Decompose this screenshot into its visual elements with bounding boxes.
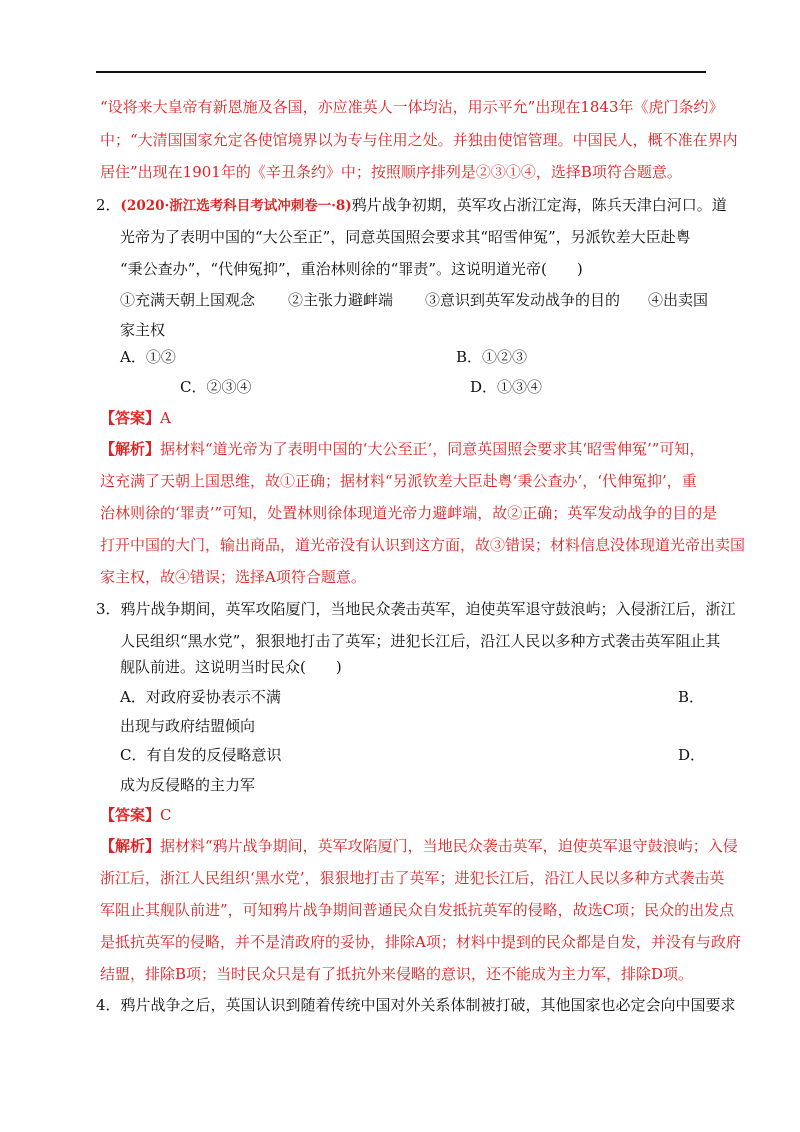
q2-option-a: A．①②: [120, 348, 176, 366]
q3-number: 3．: [96, 600, 121, 618]
q3-option-d: 成为反侵略的主力军: [120, 776, 256, 794]
q2-analysis-line-5: 家主权，故④错误；选择A项符合题意。: [100, 568, 366, 586]
q3-option-d-label: D．: [678, 746, 706, 764]
q2-item-2: ②主张力避衅端: [288, 291, 394, 309]
q3-analysis-line-3: 军阻止其舰队前进”，可知鸦片战争期间普通民众自发抵抗英军的侵略，故选C项；民众的出发点: [100, 901, 735, 919]
header-rule: [96, 71, 706, 73]
q2-source: (2020·浙江选考科目考试冲刺卷一·8): [120, 198, 352, 214]
q3-line-2: 人民组织“黑水党”，狠狠地打击了英军；进犯长江后，沿江人民以多种方式袭击英军阻止其: [120, 632, 721, 650]
q4-number: 4．: [96, 996, 121, 1014]
q3-line-3: 舰队前进。这说明当时民众( ): [120, 658, 342, 676]
q2-analysis-line-3: 治林则徐的‘罪责’”可知，处置林则徐体现道光帝力避衅端，故②正确；英军发动战争的目的是: [100, 504, 718, 522]
q2-option-b: B．①②③: [456, 348, 528, 366]
prev-explanation-line-2: 中；“大清国国家允定各使馆境界以为专与住用之处。并独由使馆管理。中国民人，概不准在界内: [100, 131, 738, 149]
q2-analysis-line-4: 打开中国的大门，输出商品，道光帝没有认识到这方面，故③错误；材料信息没体现道光帝出卖国: [100, 536, 746, 554]
q2-answer-value: A: [160, 409, 171, 427]
q3-line-1: 3．鸦片战争期间，英军攻陷厦门，当地民众袭击英军，迫使英军退守鼓浪屿；入侵浙江后，浙江: [96, 600, 736, 618]
q3-answer: 【答案】C: [100, 806, 172, 824]
prev-explanation-line-1: “设将来大皇帝有新恩施及各国，亦应准英人一体均沾，用示平允”出现在1843年《虎门条约》: [100, 98, 724, 116]
q2-analysis-line-2: 这充满了天朝上国思维，故①正确；据材料“另派钦差大臣赴粤‘秉公查办’，‘代伸冤抑’，重: [100, 472, 697, 490]
q3-analysis-line-5: 结盟，排除B项；当时民众只是有了抵抗外来侵略的意识，还不能成为主力军，排除D项。: [100, 965, 694, 983]
q3-answer-value: C: [160, 806, 172, 824]
q3-option-b-label: B．: [678, 688, 705, 706]
q3-option-a: A．对政府妥协表示不满: [120, 688, 281, 706]
q3-analysis-line-2: 浙江后，浙江人民组织‘黑水党’，狠狠地打击了英军；进犯长江后，沿江人民以多种方式袭击英: [100, 869, 725, 887]
q2-analysis-line-1: 【解析】据材料“道光帝为了表明中国的‘大公至正’，同意英国照会要求其‘昭雪伸冤’”可知，: [100, 440, 705, 458]
q3-option-c: C．有自发的反侵略意识: [120, 746, 282, 764]
prev-explanation-line-3: 居住”出现在1901年的《辛丑条约》中；按照顺序排列是②③①④，选择B项符合题意。: [100, 163, 682, 181]
q3-option-b: 出现与政府结盟倾向: [120, 717, 256, 735]
q2-item-3: ③意识到英军发动战争的目的: [425, 291, 621, 309]
q2-item-4-wrap: 家主权: [120, 321, 166, 339]
q3-analysis-line-1: 【解析】据材料“鸦片战争期间，英军攻陷厦门，当地民众袭击英军，迫使英军退守鼓浪屿；入侵: [100, 837, 738, 855]
analysis-label: 【解析】: [100, 440, 161, 458]
q2-line-1: [96, 195, 727, 216]
q2-line-3: “秉公查办”，“代伸冤抑”，重治林则徐的“罪责”。这说明道光帝( ): [120, 260, 583, 278]
q3-analysis-line-4: 是抵抗英军的侵略，并不是清政府的妥协，排除A项；材料中提到的民众都是自发，并没有与政府: [100, 933, 741, 951]
answer-label: 【答案】: [100, 409, 161, 427]
q2-number: 2．: [96, 196, 121, 214]
q2-answer: [100, 408, 171, 428]
q2-item-1: ①充满天朝上国观念: [120, 291, 256, 309]
q2-line-2: 光帝为了表明中国的“大公至正”，同意英国照会要求其“昭雪伸冤”，另派钦差大臣赴粤: [120, 228, 691, 246]
q2-item-4: ④出卖国: [648, 291, 709, 309]
q2-option-c: C．②③④: [180, 378, 252, 396]
q2-stem-start: 鸦片战争初期，英军攻占浙江定海，陈兵天津白河口。道: [351, 196, 727, 214]
q4-line-1: 4．鸦片战争之后，英国认识到随着传统中国对外关系体制被打破，其他国家也必定会向中国要求: [96, 996, 736, 1014]
q2-option-d: D．①③④: [470, 378, 543, 396]
